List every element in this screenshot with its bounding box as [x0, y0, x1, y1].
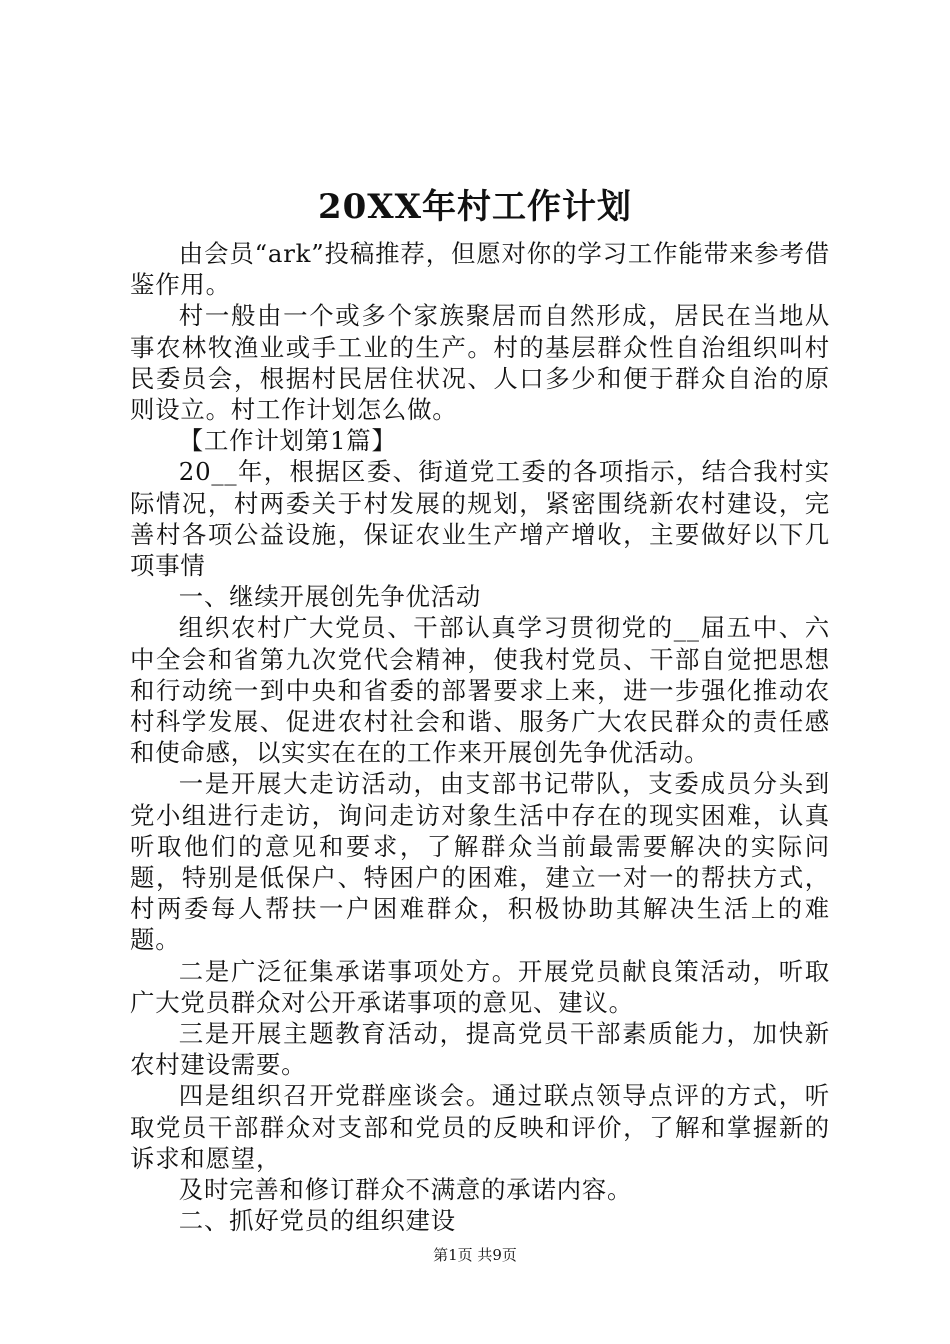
document-body: [130, 238, 830, 1237]
section-heading: 一、继续开展创先争优活动: [178, 582, 482, 612]
paragraph: 一是开展大走访活动，由支部书记带队，支委成员分头到党小组进行走访，询问走访对象生活中存在的现实困难，认真听取他们的意见和要求，了解群众当前最需要解决的实际问题，特别是低保户、特困户的困难，建立一对一的帮扶方式，村两委每人帮扶一户困难群众，积极协助其解决生活上的难题。: [130, 769, 830, 955]
paragraph: 四是组织召开党群座谈会。通过联点领导点评的方式，听取党员干部群众对支部和党员的反映和评价，了解和掌握新的诉求和愿望，: [130, 1081, 830, 1173]
paragraph: 二是广泛征集承诺事项处方。开展党员献良策活动，听取广大党员群众对公开承诺事项的意见、建议。: [130, 956, 830, 1017]
paragraph: 【工作计划第1篇】: [178, 426, 397, 456]
document-title: 20XX年村工作计划: [317, 187, 633, 227]
paragraph: 20__年，根据区委、街道党工委的各项指示，结合我村实际情况，村两委关于村发展的规划，紧密围绕新农村建设，完善村各项公益设施，保证农业生产增产增收，主要做好以下几项事情: [130, 457, 830, 581]
paragraph: 组织农村广大党员、干部认真学习贯彻党的__届五中、六中全会和省第九次党代会精神，使我村党员、干部自觉把思想和行动统一到中央和省委的部署要求上来，进一步强化推动农村科学发展、促进农村社会和谐、服务广大农民群众的责任感和使命感，以实实在在的工作来开展创先争优活动。: [130, 613, 830, 768]
page-footer: 第1页 共9页: [433, 1246, 517, 1264]
section-heading: 二、抓好党员的组织建设: [178, 1206, 456, 1236]
paragraph: 由会员“ark”投稿推荐，但愿对你的学习工作能带来参考借鉴作用。: [130, 239, 830, 300]
paragraph: 及时完善和修订群众不满意的承诺内容。: [178, 1175, 633, 1205]
paragraph: 村一般由一个或多个家族聚居而自然形成，居民在当地从事农林牧渔业或手工业的生产。村的基层群众性自治组织叫村民委员会，根据村民居住状况、人口多少和便于群众自治的原则设立。村工作计划怎么做。: [130, 301, 830, 425]
paragraph: 三是开展主题教育活动，提高党员干部素质能力，加快新农村建设需要。: [130, 1019, 830, 1080]
